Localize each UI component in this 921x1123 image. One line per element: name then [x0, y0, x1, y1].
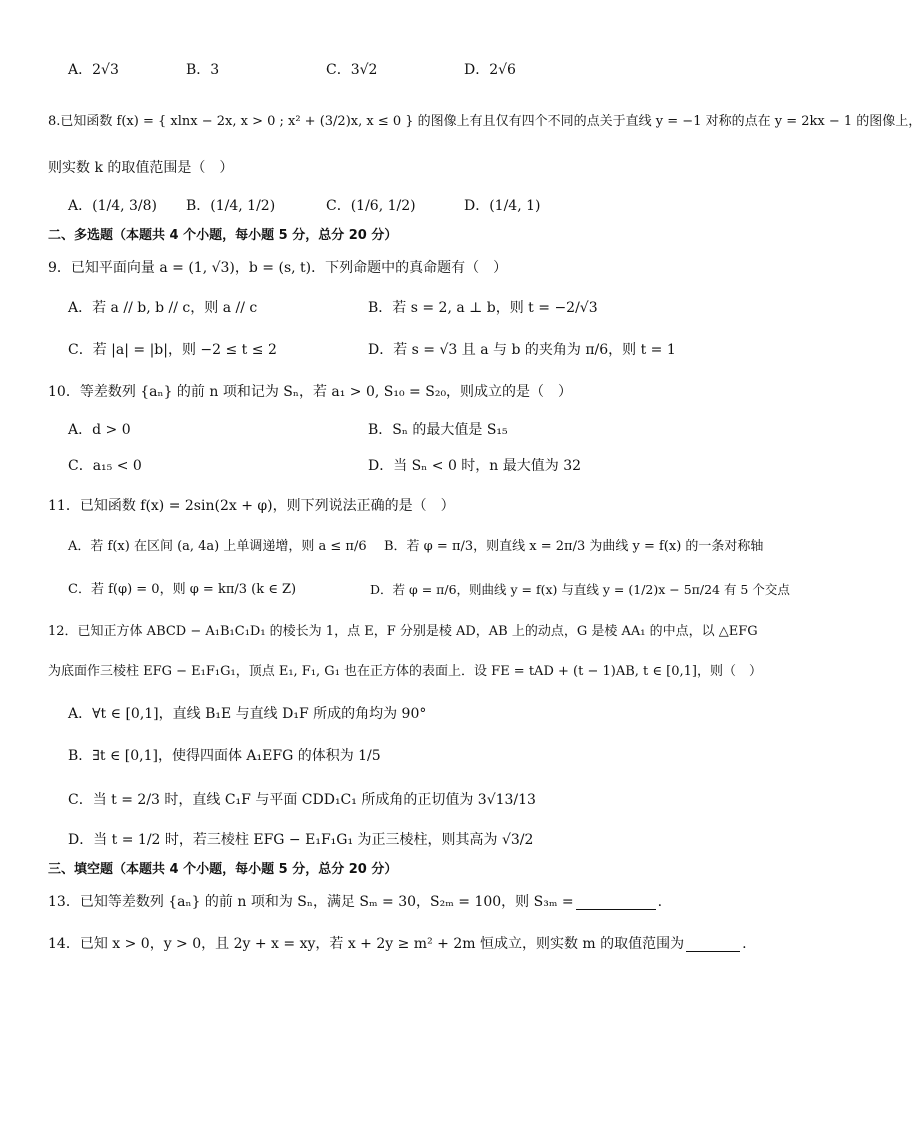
q14-row — [48, 934, 764, 954]
q12-option-a: A．∀t ∈ [0,1]，直线 B₁E 与直线 D₁F 所成的角均为 90° — [68, 706, 427, 722]
q12-stem-2: 为底面作三棱柱 EFG − E₁F₁G₁，顶点 E₁, F₁, G₁ 也在正方体的表面上．设 FE = tAD + (t − 1)AB, t ∈ [0,1]，则（ ） — [48, 664, 762, 679]
q8-stem-2: 则实数 k 的取值范围是（ ） — [48, 160, 234, 176]
q13-end: . — [657, 894, 663, 910]
q14-end: . — [742, 936, 747, 952]
q8-option-d: D．(1/4, 1) — [464, 198, 541, 214]
q13-row — [48, 892, 764, 912]
q10-option-a: A．d > 0 — [68, 422, 131, 438]
q7-option-c: C．3√2 — [326, 62, 378, 78]
q11-stem: 11．已知函数 f(x) = 2sin(2x + φ)，则下列说法正确的是（ ） — [48, 498, 455, 514]
q13-answer-blank[interactable] — [576, 895, 656, 910]
q14-stem: 14．已知 x > 0，y > 0，且 2y + x = xy，若 x + 2y ≥ m² + 2m 恒成立，则实数 m 的取值范围为 — [48, 936, 685, 952]
q10-option-b: B．Sₙ 的最大值是 S₁₅ — [368, 422, 508, 438]
section-heading-fill-in: 三、填空题（本题共 4 个小题，每小题 5 分，总分 20 分） — [48, 862, 398, 877]
q13-stem: 13．已知等差数列 {aₙ} 的前 n 项和为 Sₙ，满足 Sₘ = 30，S₂ₘ = 100，则 S₃ₘ = — [48, 894, 574, 910]
q8-option-b: B．(1/4, 1/2) — [186, 198, 276, 214]
q8-option-a: A．(1/4, 3/8) — [68, 198, 157, 214]
q11-option-a: A．若 f(x) 在区间 (a, 4a) 上单调递增，则 a ≤ π/6 — [68, 539, 367, 554]
q11-option-d: D．若 φ = π/6，则曲线 y = f(x) 与直线 y = (1/2)x − 5π/24 有 5 个交点 — [370, 582, 790, 597]
q10-stem: 10．等差数列 {aₙ} 的前 n 项和记为 Sₙ，若 a₁ > 0, S₁₀ = S₂₀，则成立的是（ ） — [48, 384, 573, 400]
q8-stem: 8.已知函数 f(x) = { xlnx − 2x, x > 0 ; x² + (3/2)x, x ≤ 0 } 的图像上有且仅有四个不同的点关于直线 y = −1 对称的点在 y = 2kx − 1 的图像上， — [48, 114, 921, 129]
q12-option-d: D．当 t = 1/2 时，若三棱柱 EFG − E₁F₁G₁ 为正三棱柱，则其高为 √3/2 — [68, 832, 534, 848]
q14-answer-blank[interactable] — [686, 937, 740, 952]
q7-option-b: B．3 — [186, 62, 220, 78]
q9-option-c: C．若 |a| = |b|，则 −2 ≤ t ≤ 2 — [68, 342, 277, 358]
q10-option-c: C．a₁₅ < 0 — [68, 458, 142, 474]
q12-option-b: B．∃t ∈ [0,1]，使得四面体 A₁EFG 的体积为 1/5 — [68, 748, 381, 764]
section-heading-multi-choice: 二、多选题（本题共 4 个小题，每小题 5 分，总分 20 分） — [48, 228, 398, 243]
q8-option-c: C．(1/6, 1/2) — [326, 198, 416, 214]
q7-option-a: A．2√3 — [68, 62, 119, 78]
q12-option-c: C．当 t = 2/3 时，直线 C₁F 与平面 CDD₁C₁ 所成角的正切值为 3√13/13 — [68, 792, 536, 808]
q7-option-d: D．2√6 — [464, 62, 516, 78]
q12-stem: 12．已知正方体 ABCD − A₁B₁C₁D₁ 的棱长为 1，点 E，F 分别是棱 AD，AB 上的动点，G 是棱 AA₁ 的中点，以 △EFG — [48, 624, 758, 639]
q11-option-c: C．若 f(φ) = 0，则 φ = kπ/3 (k ∈ Z) — [68, 582, 297, 597]
q9-option-a: A．若 a // b, b // c，则 a // c — [68, 300, 258, 316]
q9-stem: 9．已知平面向量 a = (1, √3)，b = (s, t)．下列命题中的真命题有（ ） — [48, 260, 508, 276]
q10-option-d: D．当 Sₙ < 0 时，n 最大值为 32 — [368, 458, 582, 474]
q9-option-b: B．若 s = 2, a ⊥ b，则 t = −2/√3 — [368, 300, 598, 316]
q11-option-b: B．若 φ = π/3，则直线 x = 2π/3 为曲线 y = f(x) 的一条对称轴 — [384, 539, 764, 554]
q9-option-d: D．若 s = √3 且 a 与 b 的夹角为 π/6，则 t = 1 — [368, 342, 676, 358]
